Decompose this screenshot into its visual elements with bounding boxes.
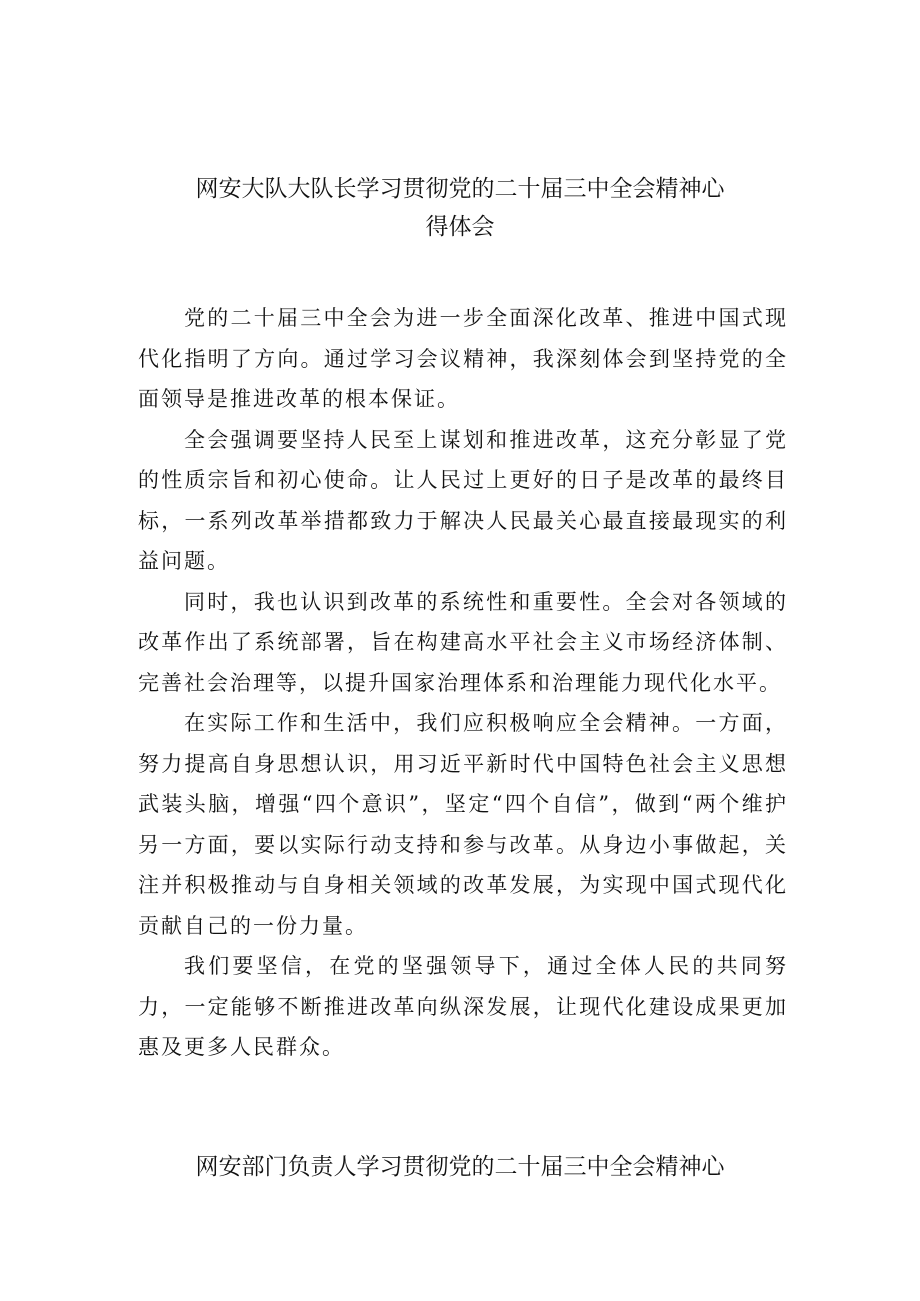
document-title xyxy=(130,170,790,246)
document-title-line-1: 网安大队大队长学习贯彻党的二十届三中全会精神心 xyxy=(195,176,725,202)
paragraph-5: 我们要坚信，在党的坚强领导下，通过全体人民的共同努力，一定能够不断推进改革向纵深发展，让现代化建设成果更加惠及更多人民群众。 xyxy=(138,954,788,1059)
paragraph-3: 同时，我也认识到改革的系统性和重要性。全会对各领域的改革作出了系统部署，旨在构建高水平社会主义市场经济体制、完善社会治理等，以提升国家治理体系和治理能力现代化水平。 xyxy=(138,589,788,695)
paragraph-1: 党的二十届三中全会为进一步全面深化改革、推进中国式现代化指明了方向。通过学习会议精神，我深刻体会到坚持党的全面领导是推进改革的根本保证。 xyxy=(138,306,788,411)
document-body xyxy=(138,298,788,1068)
second-document-title-line-1: 网安部门负责人学习贯彻党的二十届三中全会精神心 xyxy=(195,1154,725,1180)
paragraph-4: 在实际工作和生活中，我们应积极响应全会精神。一方面，努力提高自身思想认识，用习近平新时代中国特色社会主义思想武装头脑，增强“四个意识”，坚定“四个自信”，做到“两个维护另一方面，要以实际行动支持和参与改革。从身边小事做起，关注并积极推动与自身相关领域的改革发展，为实现中国式现代化贡献自己的一份力量。 xyxy=(138,711,788,938)
document-title-line-2: 得体会 xyxy=(425,214,495,240)
second-document-title xyxy=(130,1148,790,1186)
paragraph-2: 全会强调要坚持人民至上谋划和推进改革，这充分彰显了党的性质宗旨和初心使命。让人民过上更好的日子是改革的最终目标，一系列改革举措都致力于解决人民最关心最直接最现实的利益问题。 xyxy=(138,427,788,573)
